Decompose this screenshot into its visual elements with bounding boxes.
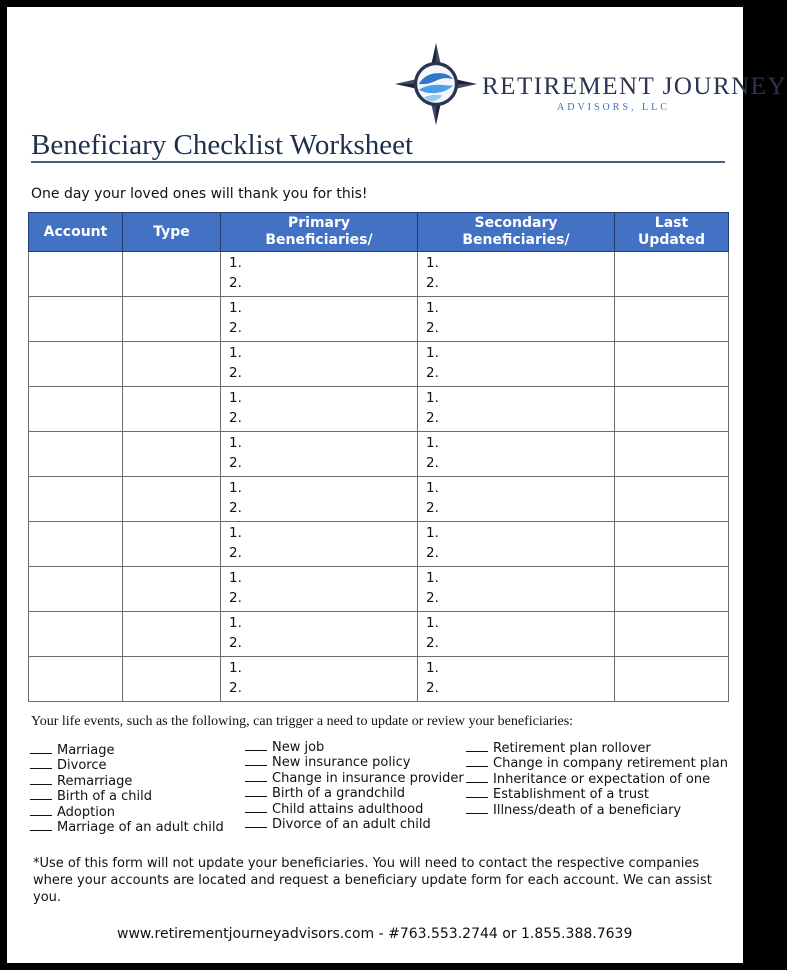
- beneficiary-line-1: 1.: [426, 660, 439, 676]
- updated-cell[interactable]: [615, 432, 729, 477]
- beneficiary-line-1: 1.: [229, 435, 242, 451]
- table-body: [29, 252, 729, 702]
- life-event-label: Marriage: [57, 743, 115, 758]
- updated-cell[interactable]: [615, 522, 729, 567]
- beneficiary-lines: [221, 387, 417, 428]
- events-column-1: [30, 743, 224, 835]
- life-event-label: Child attains adulthood: [272, 801, 424, 817]
- brand-subtitle: ADVISORS, LLC: [557, 102, 670, 113]
- beneficiary-line-1: 1.: [426, 525, 439, 541]
- table-row: [29, 297, 729, 342]
- beneficiary-line-2: 2.: [229, 365, 242, 381]
- secondary-cell[interactable]: [418, 432, 615, 477]
- tagline: One day your loved ones will thank you for this!: [31, 186, 368, 202]
- beneficiary-line-1: 1.: [229, 660, 242, 676]
- updated-cell[interactable]: [615, 657, 729, 702]
- type-cell[interactable]: [123, 252, 221, 297]
- secondary-cell[interactable]: [418, 252, 615, 297]
- column-header-primary-beneficiaries: Primary Beneficiaries/: [221, 213, 418, 252]
- checkbox-blank-line[interactable]: [245, 796, 267, 797]
- events-intro: Your life events, such as the following, can trigger a need to update or review your beneficiaries:: [31, 714, 574, 729]
- life-event-label: New insurance policy: [272, 755, 411, 771]
- beneficiary-line-2: 2.: [426, 545, 439, 561]
- beneficiary-line-2: 2.: [229, 320, 242, 336]
- checkbox-blank-line[interactable]: [30, 830, 52, 831]
- beneficiary-line-2: 2.: [229, 680, 242, 696]
- type-cell[interactable]: [123, 387, 221, 432]
- beneficiary-table: [28, 212, 729, 702]
- life-event-label: Divorce of an adult child: [272, 817, 431, 833]
- life-event-label: Establishment of a trust: [493, 787, 649, 803]
- beneficiary-line-1: 1.: [229, 525, 242, 541]
- checkbox-blank-line[interactable]: [30, 768, 52, 769]
- account-cell[interactable]: [29, 252, 123, 297]
- checkbox-blank-line[interactable]: [245, 812, 267, 813]
- table-header-row: [29, 213, 729, 252]
- type-cell[interactable]: [123, 342, 221, 387]
- beneficiary-line-2: 2.: [426, 455, 439, 471]
- primary-cell[interactable]: [221, 432, 418, 477]
- table-row: [29, 612, 729, 657]
- life-event-label: Marriage of an adult child: [57, 820, 224, 836]
- beneficiary-lines: [418, 567, 614, 608]
- type-cell[interactable]: [123, 522, 221, 567]
- table-row: [29, 567, 729, 612]
- primary-cell[interactable]: [221, 657, 418, 702]
- beneficiary-lines: [418, 612, 614, 653]
- beneficiary-lines: [418, 252, 614, 293]
- life-event-item: [466, 741, 728, 756]
- type-cell[interactable]: [123, 657, 221, 702]
- beneficiary-line-2: 2.: [426, 680, 439, 696]
- events-column-2: [245, 740, 464, 832]
- table-row: [29, 522, 729, 567]
- beneficiary-lines: [221, 522, 417, 563]
- beneficiary-lines: [418, 657, 614, 698]
- checkbox-blank-line[interactable]: [30, 753, 52, 754]
- disclaimer-note: *Use of this form will not update your beneficiaries. You will need to contact the respective companies where your accounts are located and request a beneficiary update form for each account. We can assist you.: [33, 856, 712, 905]
- beneficiary-line-1: 1.: [229, 570, 242, 586]
- life-event-item: [30, 774, 224, 789]
- life-event-label: Adoption: [57, 804, 116, 820]
- beneficiary-line-1: 1.: [426, 480, 439, 496]
- beneficiary-lines: [418, 522, 614, 563]
- worksheet-page: [7, 7, 787, 963]
- type-cell[interactable]: [123, 567, 221, 612]
- updated-cell[interactable]: [615, 342, 729, 387]
- beneficiary-line-2: 2.: [229, 275, 242, 291]
- life-event-item: [245, 786, 464, 801]
- type-cell[interactable]: [123, 432, 221, 477]
- primary-cell[interactable]: [221, 477, 418, 522]
- events-column-3: [466, 741, 728, 818]
- life-event-label: Change in insurance provider: [272, 770, 464, 786]
- checkbox-blank-line[interactable]: [30, 815, 52, 816]
- beneficiary-lines: [418, 432, 614, 473]
- table-row: [29, 252, 729, 297]
- secondary-cell[interactable]: [418, 387, 615, 432]
- checkbox-blank-line[interactable]: [245, 750, 267, 751]
- beneficiary-lines: [221, 567, 417, 608]
- life-event-label: Change in company retirement plan: [493, 756, 728, 772]
- type-cell[interactable]: [123, 612, 221, 657]
- beneficiary-line-1: 1.: [426, 255, 439, 271]
- life-event-label: Divorce: [57, 758, 107, 774]
- secondary-cell[interactable]: [418, 477, 615, 522]
- secondary-cell[interactable]: [418, 522, 615, 567]
- account-cell[interactable]: [29, 477, 123, 522]
- beneficiary-lines: [221, 432, 417, 473]
- column-header-secondary-beneficiaries: Secondary Beneficiaries/: [418, 213, 615, 252]
- life-event-label: Remarriage: [57, 773, 133, 789]
- primary-cell[interactable]: [221, 297, 418, 342]
- column-header-type: Type: [123, 213, 221, 252]
- life-event-item: [30, 789, 224, 804]
- primary-cell[interactable]: [221, 252, 418, 297]
- life-event-item: [466, 787, 728, 802]
- beneficiary-lines: [418, 342, 614, 383]
- updated-cell[interactable]: [615, 297, 729, 342]
- life-event-item: [245, 771, 464, 786]
- beneficiary-lines: [221, 297, 417, 338]
- account-cell[interactable]: [29, 522, 123, 567]
- life-event-item: [30, 758, 224, 773]
- table-row: [29, 432, 729, 477]
- life-event-label: Birth of a child: [57, 789, 152, 805]
- type-cell[interactable]: [123, 297, 221, 342]
- beneficiary-line-1: 1.: [229, 345, 242, 361]
- beneficiary-line-1: 1.: [229, 615, 242, 631]
- secondary-cell[interactable]: [418, 342, 615, 387]
- beneficiary-line-2: 2.: [426, 365, 439, 381]
- primary-cell[interactable]: [221, 387, 418, 432]
- secondary-cell[interactable]: [418, 612, 615, 657]
- beneficiary-line-2: 2.: [426, 635, 439, 651]
- life-event-item: [245, 755, 464, 770]
- life-event-item: [30, 820, 224, 835]
- beneficiary-lines: [221, 612, 417, 653]
- checkbox-blank-line[interactable]: [30, 799, 52, 800]
- table-row: [29, 387, 729, 432]
- table-row: [29, 342, 729, 387]
- life-event-label: Retirement plan rollover: [493, 741, 651, 756]
- secondary-cell[interactable]: [418, 657, 615, 702]
- beneficiary-line-2: 2.: [229, 590, 242, 606]
- beneficiary-line-2: 2.: [229, 500, 242, 516]
- primary-cell[interactable]: [221, 567, 418, 612]
- beneficiary-line-1: 1.: [229, 300, 242, 316]
- checkbox-blank-line[interactable]: [466, 751, 488, 752]
- checkbox-blank-line[interactable]: [245, 827, 267, 828]
- updated-cell[interactable]: [615, 252, 729, 297]
- primary-cell[interactable]: [221, 522, 418, 567]
- life-event-item: [466, 772, 728, 787]
- secondary-cell[interactable]: [418, 567, 615, 612]
- beneficiary-line-1: 1.: [426, 570, 439, 586]
- life-event-label: Birth of a grandchild: [272, 786, 406, 802]
- checkbox-blank-line[interactable]: [30, 784, 52, 785]
- beneficiary-line-1: 1.: [426, 435, 439, 451]
- life-event-item: [466, 756, 728, 771]
- beneficiary-line-2: 2.: [229, 545, 242, 561]
- updated-cell[interactable]: [615, 387, 729, 432]
- life-event-item: [30, 743, 224, 758]
- beneficiary-lines: [418, 387, 614, 428]
- beneficiary-lines: [418, 477, 614, 518]
- checkbox-blank-line[interactable]: [466, 782, 488, 783]
- account-cell[interactable]: [29, 342, 123, 387]
- beneficiary-line-2: 2.: [426, 500, 439, 516]
- footer-contact: www.retirementjourneyadvisors.com - #763.553.2744 or 1.855.388.7639: [117, 926, 633, 942]
- life-event-item: [466, 803, 728, 818]
- life-event-item: [30, 805, 224, 820]
- beneficiary-line-1: 1.: [426, 345, 439, 361]
- beneficiary-line-2: 2.: [426, 590, 439, 606]
- beneficiary-line-1: 1.: [229, 480, 242, 496]
- beneficiary-line-2: 2.: [426, 275, 439, 291]
- secondary-cell[interactable]: [418, 297, 615, 342]
- life-event-item: [245, 817, 464, 832]
- life-event-label: Inheritance or expectation of one: [493, 771, 711, 787]
- beneficiary-line-1: 1.: [426, 390, 439, 406]
- beneficiary-lines: [221, 657, 417, 698]
- beneficiary-line-1: 1.: [426, 300, 439, 316]
- page-title: Beneficiary Checklist Worksheet: [31, 129, 414, 161]
- updated-cell[interactable]: [615, 612, 729, 657]
- column-header-last-updated: Last Updated: [615, 213, 729, 252]
- brand-name: RETIREMENT JOURNEY: [482, 73, 787, 100]
- beneficiary-lines: [418, 297, 614, 338]
- beneficiary-line-2: 2.: [229, 455, 242, 471]
- primary-cell[interactable]: [221, 342, 418, 387]
- beneficiary-lines: [221, 342, 417, 383]
- life-event-item: [245, 740, 464, 755]
- account-cell[interactable]: [29, 432, 123, 477]
- updated-cell[interactable]: [615, 477, 729, 522]
- beneficiary-lines: [221, 477, 417, 518]
- beneficiary-line-1: 1.: [229, 390, 242, 406]
- beneficiary-lines: [221, 252, 417, 293]
- beneficiary-line-2: 2.: [229, 635, 242, 651]
- compass-logo-icon: [395, 43, 477, 125]
- beneficiary-line-1: 1.: [229, 255, 242, 271]
- updated-cell[interactable]: [615, 567, 729, 612]
- account-cell[interactable]: [29, 387, 123, 432]
- checkbox-blank-line[interactable]: [466, 813, 488, 814]
- checkbox-blank-line[interactable]: [466, 766, 488, 767]
- account-cell[interactable]: [29, 297, 123, 342]
- checkbox-blank-line[interactable]: [245, 765, 267, 766]
- account-cell[interactable]: [29, 612, 123, 657]
- beneficiary-line-2: 2.: [426, 410, 439, 426]
- account-cell[interactable]: [29, 567, 123, 612]
- table-row: [29, 657, 729, 702]
- life-event-label: Illness/death of a beneficiary: [493, 802, 682, 818]
- type-cell[interactable]: [123, 477, 221, 522]
- life-event-item: [245, 802, 464, 817]
- account-cell[interactable]: [29, 657, 123, 702]
- checkbox-blank-line[interactable]: [245, 781, 267, 782]
- primary-cell[interactable]: [221, 612, 418, 657]
- life-event-label: New job: [272, 740, 325, 755]
- beneficiary-line-2: 2.: [229, 410, 242, 426]
- beneficiary-line-1: 1.: [426, 615, 439, 631]
- title-divider: [31, 161, 725, 163]
- table-row: [29, 477, 729, 522]
- beneficiary-line-2: 2.: [426, 320, 439, 336]
- checkbox-blank-line[interactable]: [466, 797, 488, 798]
- column-header-account: Account: [29, 213, 123, 252]
